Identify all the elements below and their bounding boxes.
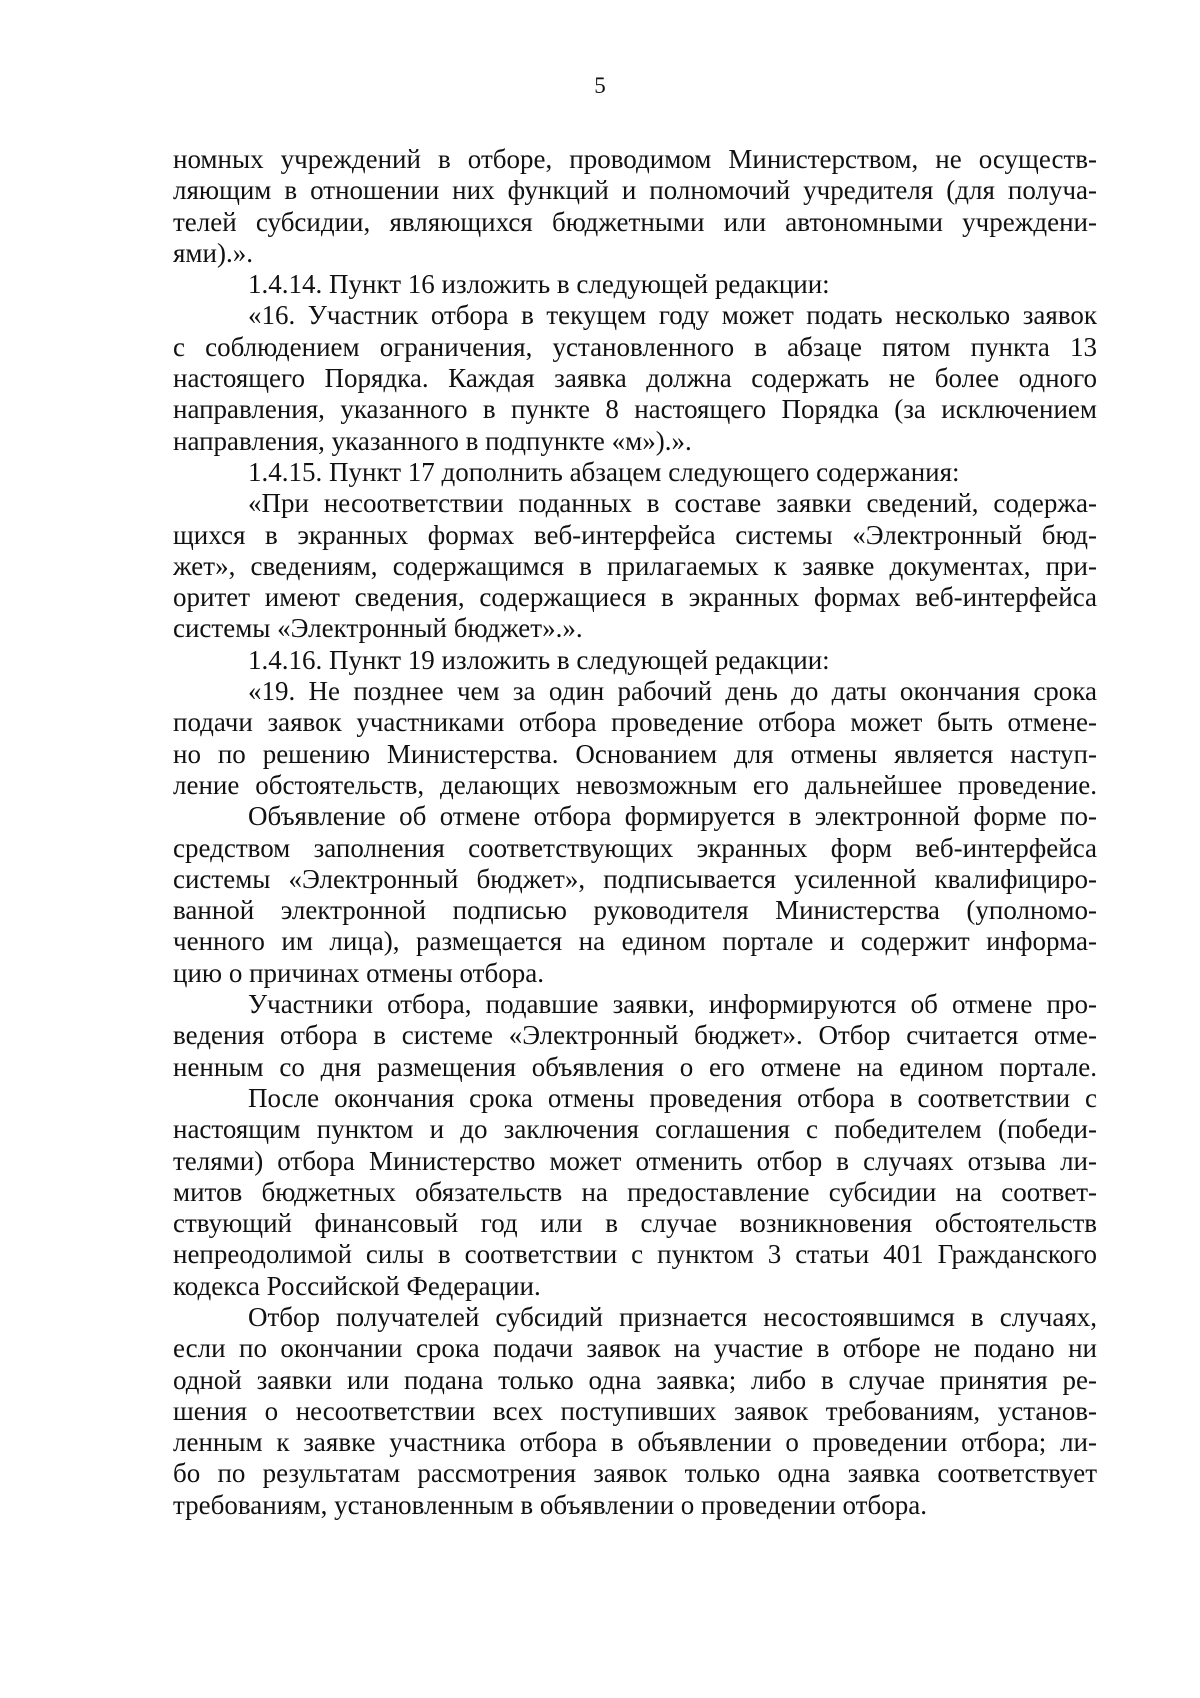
text-line: направления, указанного в пункте 8 настоящего Порядка (за исключением [173, 394, 1097, 425]
text-line: направления, указанного в подпункте «м»).». [173, 425, 692, 456]
text-line: «При несоответствии поданных в составе заявки сведений, содержа- [248, 488, 1097, 519]
text-line: системы «Электронный бюджет», подписывается усиленной квалифициро- [173, 863, 1097, 894]
text-line: оритет имеют сведения, содержащиеся в экранных формах веб-интерфейса [173, 582, 1097, 613]
text-line: одной заявки или подана только одна заявка; либо в случае принятия ре- [173, 1364, 1097, 1395]
text-line: После окончания срока отмены проведения отбора в соответствии с [248, 1082, 1097, 1113]
text-line: с соблюдением ограничения, установленного в абзаце пятом пункта 13 [173, 331, 1097, 362]
text-line: номных учреждений в отборе, проводимом Министерством, не осуществ- [173, 144, 1097, 174]
text-line: кодекса Российской Федерации. [173, 1270, 541, 1301]
document-body [173, 144, 1097, 1521]
text-line: 1.4.15. Пункт 17 дополнить абзацем следующего содержания: [248, 456, 960, 487]
text-line: ление обстоятельств, делающих невозможным его дальнейшее проведение. [173, 769, 1097, 800]
text-line: Отбор получателей субсидий признается несостоявшимся в случаях, [248, 1301, 1097, 1332]
text-line: цию о причинах отмены отбора. [173, 957, 544, 988]
text-line: «19. Не позднее чем за один рабочий день до даты окончания срока [248, 676, 1097, 707]
page-number: 5 [594, 73, 606, 98]
text-line: но по решению Министерства. Основанием для отмены является наступ- [173, 738, 1097, 769]
text-line: жет», сведениям, содержащимся в прилагаемых к заявке документах, при- [173, 550, 1097, 581]
text-line: ведения отбора в системе «Электронный бюджет». Отбор считается отме- [173, 1020, 1097, 1051]
text-line: телями) отбора Министерство может отменить отбор в случаях отзыва ли- [173, 1145, 1097, 1176]
text-line: 1.4.16. Пункт 19 изложить в следующей редакции: [248, 644, 830, 675]
text-line: ленным к заявке участника отбора в объявлении о проведении отбора; ли- [173, 1427, 1097, 1458]
text-line: если по окончании срока подачи заявок на участие в отборе не подано ни [173, 1333, 1097, 1364]
text-line: щихся в экранных формах веб-интерфейса системы «Электронный бюд- [173, 519, 1097, 550]
text-line: Объявление об отмене отбора формируется в электронной форме по- [248, 801, 1097, 832]
text-line: 1.4.14. Пункт 16 изложить в следующей редакции: [248, 269, 830, 300]
text-line: митов бюджетных обязательств на предоставление субсидии на соответ- [173, 1176, 1097, 1207]
text-line: настоящего Порядка. Каждая заявка должна содержать не более одного [173, 363, 1097, 394]
text-line: средством заполнения соответствующих экранных форм веб-интерфейса [173, 832, 1097, 863]
text-line: шения о несоответствии всех поступивших заявок требованиям, установ- [173, 1395, 1097, 1426]
text-line: ненным со дня размещения объявления о его отмене на едином портале. [173, 1051, 1097, 1082]
text-line: системы «Электронный бюджет».». [173, 613, 583, 644]
text-line: ляющим в отношении них функций и полномочий учредителя (для получа- [173, 175, 1097, 206]
text-line: ванной электронной подписью руководителя Министерства (уполномо- [173, 895, 1097, 926]
text-line: подачи заявок участниками отбора проведение отбора может быть отмене- [173, 707, 1097, 738]
text-line: ченного им лица), размещается на едином портале и содержит информа- [173, 926, 1097, 957]
text-line: Участники отбора, подавшие заявки, информируются об отмене про- [248, 989, 1097, 1020]
text-line: «16. Участник отбора в текущем году может подать несколько заявок [248, 300, 1097, 331]
text-line: ствующий финансовый год или в случае возникновения обстоятельств [173, 1208, 1097, 1239]
text-line: непреодолимой силы в соответствии с пунктом 3 статьи 401 Гражданского [173, 1239, 1097, 1270]
text-line: требованиям, установленным в объявлении о проведении отбора. [173, 1489, 927, 1520]
text-line: бо по результатам рассмотрения заявок только одна заявка соответствует [173, 1458, 1097, 1489]
text-line: телей субсидии, являющихся бюджетными или автономными учреждени- [173, 206, 1097, 237]
text-line: настоящим пунктом и до заключения соглашения с победителем (победи- [173, 1114, 1097, 1145]
text-line: ями).». [173, 237, 253, 268]
